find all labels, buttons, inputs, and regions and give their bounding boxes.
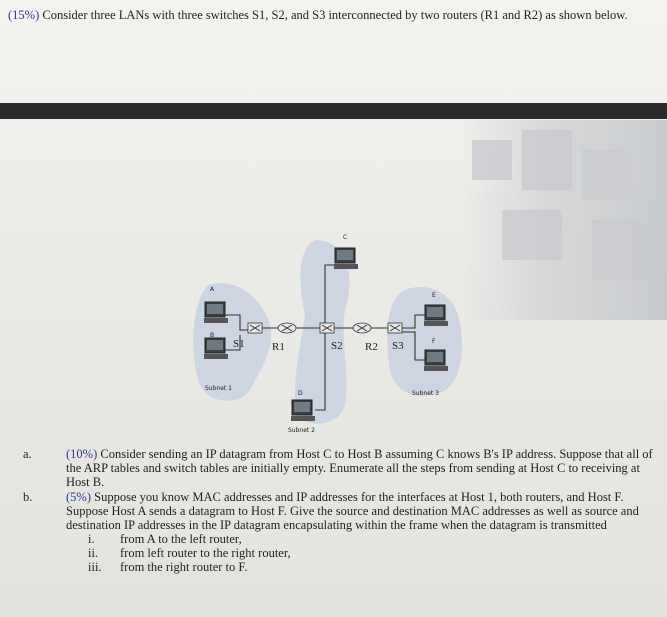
network-diagram xyxy=(180,220,480,445)
subitem-iii-num: iii. xyxy=(88,560,102,574)
host-b-icon xyxy=(204,338,228,359)
router-r2-icon xyxy=(353,323,371,333)
intro-percent: (15%) xyxy=(8,8,40,22)
question-b-text: Suppose you know MAC addresses and IP addresses for the interfaces at Host 1, both routers, and Host F. Suppose Host A sends a datagram to Host F. Give the source and destination MAC addresses as well as source and destination IP addresses in the IP datagram encapsulating within the frame when the datagram is transmitted xyxy=(66,490,639,532)
subitem-ii xyxy=(8,546,658,560)
router-r2-label: R2 xyxy=(365,341,378,353)
switch-s2-icon xyxy=(320,323,334,333)
switch-s3-icon xyxy=(388,323,402,333)
intro-text: Consider three LANs with three switches S1, S2, and S3 interconnected by two routers (R1 and R2) as shown below. xyxy=(42,8,628,22)
subitem-ii-num: ii. xyxy=(88,546,99,560)
subitem-i-num: i. xyxy=(88,532,95,546)
switch-s1-icon xyxy=(248,323,262,333)
host-a-label: A xyxy=(210,286,215,293)
blurred-region xyxy=(462,120,667,320)
subitem-iii xyxy=(8,560,658,574)
question-a-text: Consider sending an IP datagram from Host C to Host B assuming C knows B's IP address. Suppose that all of the ARP tables and switch tables are initially empty. Enumerate all the steps from sending at Host C to receiving at Host B. xyxy=(66,447,653,489)
host-b-label: B xyxy=(210,332,215,339)
subitem-i-text: from A to the left router, xyxy=(120,532,242,546)
question-b-percent: (5%) xyxy=(66,490,91,504)
host-f-icon xyxy=(424,350,448,371)
host-e-icon xyxy=(424,305,448,326)
subnet-1-label: Subnet 1 xyxy=(205,385,232,392)
subnet-3-label: Subnet 3 xyxy=(412,390,439,397)
question-a-marker: a. xyxy=(23,447,32,461)
question-b xyxy=(8,490,658,532)
question-a xyxy=(8,447,658,489)
subitem-i xyxy=(8,532,658,546)
host-c-icon xyxy=(334,248,358,269)
host-c-label: C xyxy=(343,234,348,241)
question-a-percent: (10%) xyxy=(66,447,98,461)
subnet-2-label: Subnet 2 xyxy=(288,427,315,434)
host-a-icon xyxy=(204,302,228,323)
black-bar xyxy=(0,103,667,119)
subitem-iii-text: from the right router to F. xyxy=(120,560,248,574)
host-d-label: D xyxy=(298,390,303,397)
intro-paragraph xyxy=(8,8,653,23)
switch-s3-label: S3 xyxy=(392,340,404,352)
switch-s1-label: S1 xyxy=(233,338,245,350)
router-r1-label: R1 xyxy=(272,341,285,353)
router-r1-icon xyxy=(278,323,296,333)
question-b-marker: b. xyxy=(23,490,33,504)
host-e-label: E xyxy=(432,292,436,299)
host-d-icon xyxy=(291,400,315,421)
switch-s2-label: S2 xyxy=(331,340,343,352)
host-f-label: F xyxy=(432,338,436,345)
questions-list xyxy=(8,447,658,574)
network-diagram-svg xyxy=(180,220,480,445)
subitem-ii-text: from left router to the right router, xyxy=(120,546,291,560)
